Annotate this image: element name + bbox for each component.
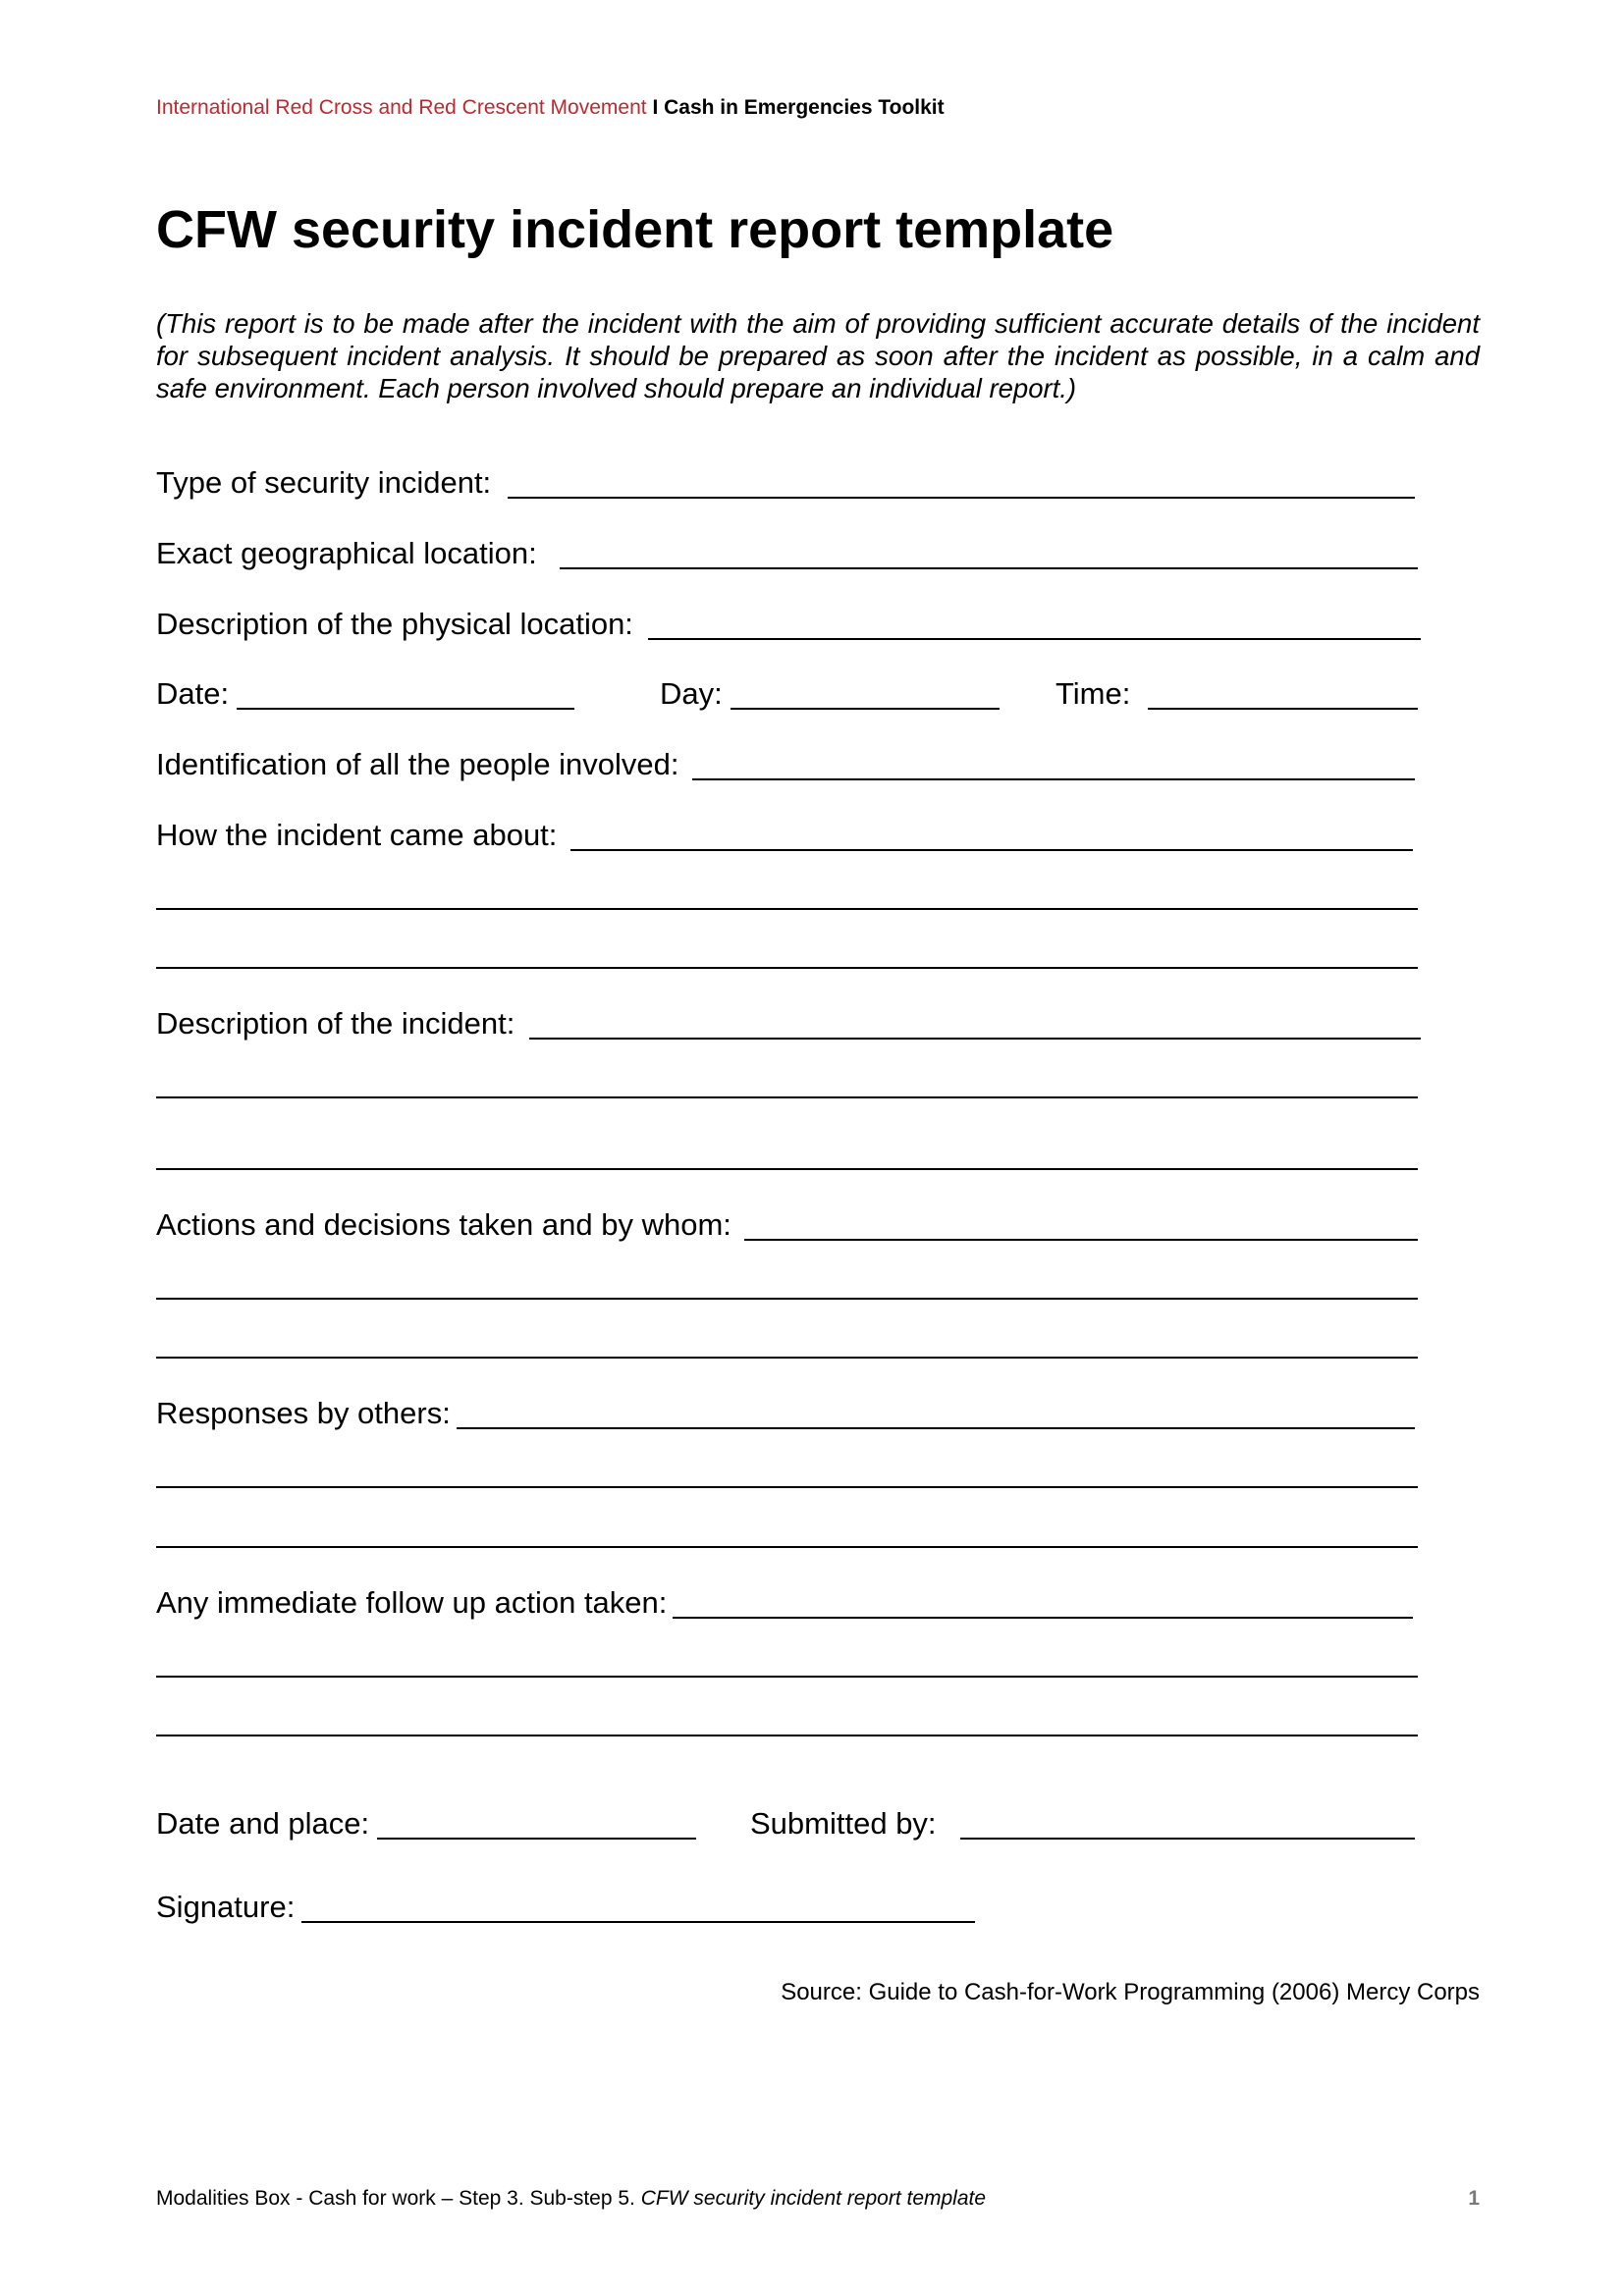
how-input-line-1[interactable] (570, 849, 1413, 851)
intro-paragraph: (This report is to be made after the incident with the aim of providing sufficient accurate details of the incident for subsequent incident analysis. It should be prepared as soon after the incident as possible, in a calm and safe environment. Each person involved should prepare an individual report.) (156, 308, 1480, 403)
type-label: Type of security incident: (156, 465, 492, 500)
time-input-line[interactable] (1148, 708, 1418, 710)
description-input-line-3[interactable] (156, 1168, 1418, 1170)
signature-input-line[interactable] (301, 1921, 975, 1923)
how-label: How the incident came about: (156, 818, 558, 852)
actions-label: Actions and decisions taken and by whom: (156, 1207, 731, 1242)
submitted-by-input-line[interactable] (960, 1838, 1415, 1840)
day-input-line[interactable] (731, 708, 1000, 710)
date-place-input-line[interactable] (377, 1838, 696, 1840)
people-label: Identification of all the people involved: (156, 747, 679, 781)
date-input-line[interactable] (237, 708, 574, 710)
footer-title: CFW security incident report template (640, 2187, 987, 2210)
page-number: 1 (1468, 2187, 1480, 2210)
header-organization: International Red Cross and Red Crescent Movement (156, 96, 647, 119)
followup-input-line-2[interactable] (156, 1676, 1418, 1678)
description-input-line-1[interactable] (529, 1038, 1421, 1040)
date-place-label: Date and place: (156, 1806, 370, 1841)
description-label: Description of the incident: (156, 1006, 515, 1041)
type-input-line[interactable] (508, 497, 1415, 499)
followup-input-line-1[interactable] (673, 1617, 1413, 1619)
responses-input-line-1[interactable] (457, 1427, 1415, 1429)
responses-label: Responses by others: (156, 1396, 451, 1430)
actions-input-line-1[interactable] (744, 1239, 1418, 1241)
location-input-line[interactable] (560, 567, 1418, 569)
time-label: Time: (1056, 676, 1131, 711)
responses-input-line-2[interactable] (156, 1486, 1418, 1488)
header-toolkit: I Cash in Emergencies Toolkit (652, 96, 945, 119)
people-input-line[interactable] (692, 778, 1415, 780)
date-label: Date: (156, 676, 230, 711)
day-label: Day: (660, 676, 723, 711)
followup-input-line-3[interactable] (156, 1735, 1418, 1736)
followup-label: Any immediate follow up action taken: (156, 1585, 668, 1620)
responses-input-line-3[interactable] (156, 1546, 1418, 1548)
submitted-by-label: Submitted by: (750, 1806, 937, 1841)
how-input-line-3[interactable] (156, 967, 1418, 969)
actions-input-line-3[interactable] (156, 1357, 1418, 1359)
location-label: Exact geographical location: (156, 536, 537, 570)
running-header (156, 96, 945, 120)
actions-input-line-2[interactable] (156, 1298, 1418, 1300)
page-title: CFW security incident report template (156, 200, 1114, 259)
physical-location-input-line[interactable] (648, 638, 1421, 640)
source-note: Source: Guide to Cash-for-Work Programming (2006) Mercy Corps (781, 1979, 1480, 2005)
page-footer (156, 2187, 986, 2211)
signature-label: Signature: (156, 1890, 296, 1924)
footer-text: Modalities Box - Cash for work – Step 3. Sub-step 5. (156, 2187, 635, 2210)
how-input-line-2[interactable] (156, 908, 1418, 910)
description-input-line-2[interactable] (156, 1096, 1418, 1098)
physical-location-label: Description of the physical location: (156, 607, 633, 641)
